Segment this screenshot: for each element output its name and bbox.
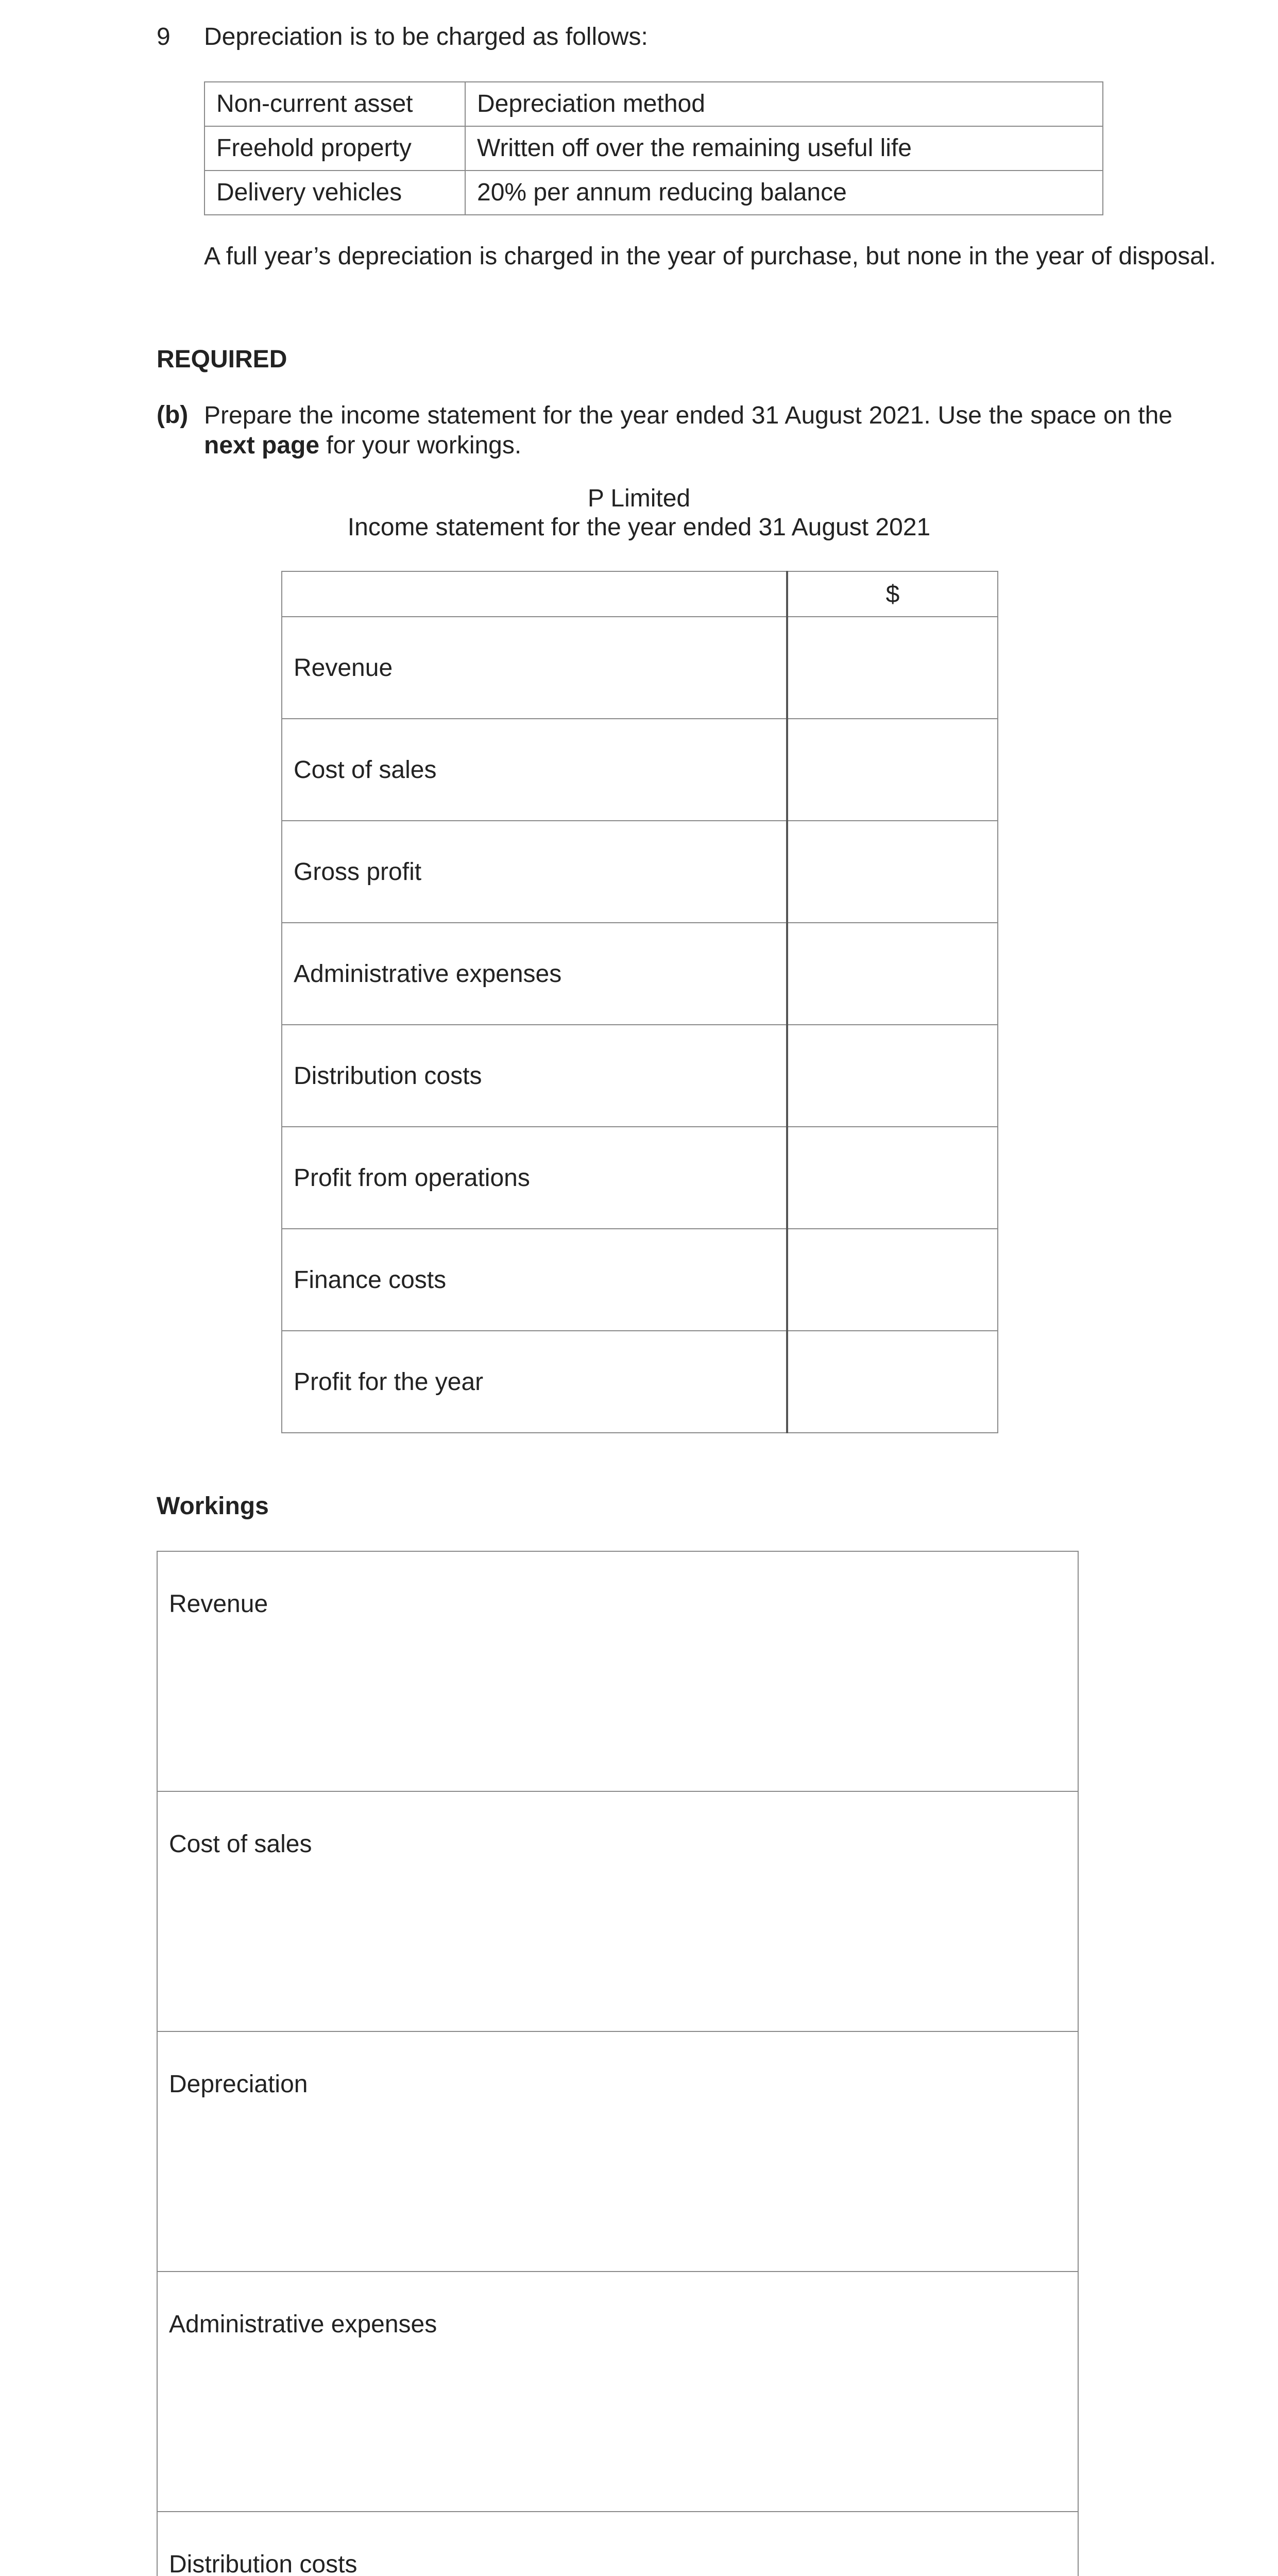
row-label: Administrative expenses <box>282 923 787 1025</box>
part-b-line-1: Prepare the income statement for the year ended 31 August 2021. Use the space on the <box>204 402 1172 429</box>
row-label: Profit from operations <box>282 1127 787 1229</box>
answer-cell[interactable] <box>787 1331 998 1433</box>
statement-title: Income statement for the year ended 31 August 2021 <box>347 514 931 541</box>
company-name: P Limited <box>587 485 691 512</box>
table-header-row <box>282 571 998 617</box>
table-header-cell: Depreciation method <box>465 82 1103 126</box>
workings-box[interactable] <box>157 2511 1079 2576</box>
table-cell: Delivery vehicles <box>205 171 465 215</box>
table-row <box>282 1127 998 1229</box>
table-header-row <box>205 82 1103 126</box>
part-label: (b) <box>157 401 189 429</box>
answer-cell[interactable] <box>787 1025 998 1127</box>
question-number: 9 <box>157 23 171 50</box>
table-cell: Freehold property <box>205 126 465 171</box>
workings-heading: Workings <box>157 1493 269 1520</box>
answer-cell[interactable] <box>787 923 998 1025</box>
blank-header-cell <box>282 571 787 617</box>
row-label: Gross profit <box>282 821 787 923</box>
workings-box-label: Revenue <box>169 1590 268 1618</box>
row-label: Distribution costs <box>282 1025 787 1127</box>
workings-box-label: Cost of sales <box>169 1831 312 1858</box>
table-row <box>282 719 998 821</box>
part-b-end-text: for your workings. <box>326 432 522 459</box>
workings-box[interactable] <box>157 1551 1079 1791</box>
workings-box[interactable] <box>157 2031 1079 2271</box>
workings-box-label: Distribution costs <box>169 2551 357 2576</box>
table-row <box>282 617 998 719</box>
question-intro: Depreciation is to be charged as follows: <box>204 23 648 50</box>
income-statement-table <box>281 571 998 1433</box>
row-label: Profit for the year <box>282 1331 787 1433</box>
row-label: Cost of sales <box>282 719 787 821</box>
workings-area <box>157 1551 1079 2576</box>
workings-box[interactable] <box>157 1791 1079 2031</box>
row-label: Revenue <box>282 617 787 719</box>
depreciation-table <box>204 81 1103 215</box>
workings-box-label: Administrative expenses <box>169 2311 437 2338</box>
table-row <box>282 821 998 923</box>
table-row <box>205 171 1103 215</box>
part-b-bold-text: next page <box>204 432 320 459</box>
table-cell: 20% per annum reducing balance <box>465 171 1103 215</box>
workings-box-label: Depreciation <box>169 2071 308 2098</box>
answer-cell[interactable] <box>787 719 998 821</box>
answer-cell[interactable] <box>787 1229 998 1331</box>
table-row <box>205 126 1103 171</box>
table-row <box>282 1229 998 1331</box>
answer-cell[interactable] <box>787 1127 998 1229</box>
depreciation-note: A full year’s depreciation is charged in the year of purchase, but none in the year of disposal. <box>204 243 1216 270</box>
row-label: Finance costs <box>282 1229 787 1331</box>
table-row <box>282 1331 998 1433</box>
answer-cell[interactable] <box>787 821 998 923</box>
table-row <box>282 923 998 1025</box>
workings-box[interactable] <box>157 2271 1079 2511</box>
part-b-line-2 <box>204 431 521 461</box>
table-cell: Written off over the remaining useful life <box>465 126 1103 171</box>
currency-header: $ <box>787 571 998 617</box>
table-row <box>282 1025 998 1127</box>
required-heading: REQUIRED <box>157 346 287 373</box>
table-header-cell: Non-current asset <box>205 82 465 126</box>
answer-cell[interactable] <box>787 617 998 719</box>
